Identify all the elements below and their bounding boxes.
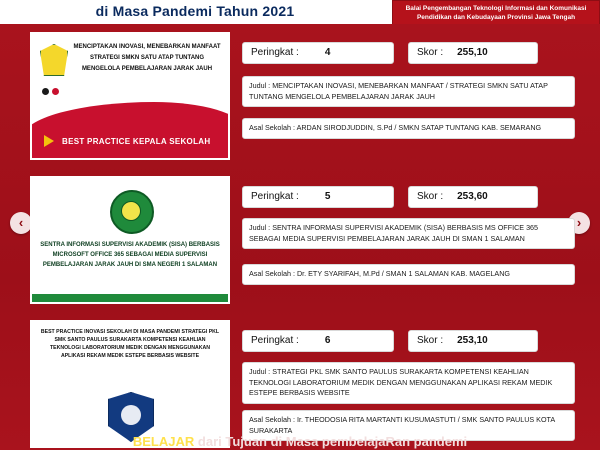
score-pill bbox=[408, 330, 538, 352]
score-label: Skor : bbox=[417, 191, 444, 202]
title-value: SENTRA INFORMASI SUPERVISI AKADEMIK (SISA) BERBASIS MS OFFICE 365 SEBAGAI MEDIA SUPERVISI PEMBELAJARAN JARAK JAUH DI SMAN 1 SALAMAN bbox=[249, 223, 539, 243]
title-value: MENCIPTAKAN INOVASI, MENEBARKAN MANFAAT / STRATEGI SMKN SATU ATAP TUNTANG MENGELOLA PEMBELAJARAN JARAK JAUH bbox=[249, 81, 548, 101]
institution-badge-line2: Pendidikan dan Kebudayaan Provinsi Jawa Tengah bbox=[416, 14, 576, 21]
list-item[interactable] bbox=[30, 32, 575, 160]
rank-value: 6 bbox=[324, 335, 331, 346]
school-pill bbox=[242, 118, 575, 139]
score-pill bbox=[408, 42, 538, 64]
title-pill bbox=[242, 76, 575, 107]
thumbnail-caption: BEST PRACTICE KEPALA SEKOLAH bbox=[62, 137, 211, 146]
rank-pill bbox=[242, 186, 394, 208]
entry-info bbox=[242, 320, 575, 448]
entry-info bbox=[242, 32, 575, 160]
list-item[interactable] bbox=[30, 320, 575, 448]
title-pill bbox=[242, 218, 575, 249]
school-label: Asal Sekolah : bbox=[249, 415, 295, 424]
slide-thumbnail[interactable] bbox=[30, 32, 230, 160]
thumbnail-heading: MENCIPTAKAN INOVASI, MENEBARKAN MANFAAT STRATEGI SMKN SATU ATAP TUNTANG MENGELOLA PEMBELAJARAN JARAK JAUH bbox=[73, 44, 221, 72]
page-title: di Masa Pandemi Tahun 2021 bbox=[95, 3, 295, 19]
footer-highlight: BELAJAR bbox=[132, 434, 195, 449]
rank-label: Peringkat : bbox=[251, 335, 299, 346]
rank-pill bbox=[242, 330, 394, 352]
title-value: STRATEGI PKL SMK SANTO PAULUS SURAKARTA KOMPETENSI KEAHLIAN TEKNOLOGI LABORATORIUM MEDIK DENGAN MENGGUNAKAN APLIKASI REKAM MEDIK ESTEPE BERBASIS WEBSITE bbox=[249, 367, 553, 397]
thumbnail-heading: BEST PRACTICE INOVASI SEKOLAH DI MASA PANDEMI STRATEGI PKL SMK SANTO PAULUS SURAKARTA KOMPETENSI KEAHLIAN TEKNOLOGI LABORATORIUM MEDIK DENGAN MENGGUNAKAN APLIKASI REKAM MEDIK ESTEPE BERBASIS WEBSITE bbox=[40, 329, 220, 359]
thumbnail-heading: SENTRA INFORMASI SUPERVISI AKADEMIK (SISA) BERBASIS MICROSOFT OFFICE 365 SEBAGAI MEDIA SUPERVISI PEMBELAJARAN JARAK JAUH DI SMA NEGERI 1 SALAMAN bbox=[40, 242, 220, 268]
title-label: Judul : bbox=[249, 223, 271, 232]
title-pill bbox=[242, 362, 575, 404]
score-pill bbox=[408, 186, 538, 208]
slide-thumbnail[interactable] bbox=[30, 176, 230, 304]
footer-marquee bbox=[0, 434, 600, 450]
school-logo-icon bbox=[110, 190, 154, 234]
rank-score-row bbox=[242, 42, 575, 64]
school-label: Asal Sekolah : bbox=[249, 269, 295, 278]
rank-value: 4 bbox=[324, 47, 331, 58]
play-arrow-icon bbox=[44, 135, 54, 147]
title-label: Judul : bbox=[249, 81, 271, 90]
carousel-prev-icon[interactable]: ‹ bbox=[10, 212, 32, 234]
rank-label: Peringkat : bbox=[251, 47, 299, 58]
school-pill bbox=[242, 264, 575, 285]
rank-score-row bbox=[242, 330, 575, 352]
rank-score-row bbox=[242, 186, 575, 208]
institution-badge bbox=[392, 0, 600, 26]
school-value: ARDAN SIRODJUDDIN, S.Pd / SMKN SATAP TUNTANG KAB. SEMARANG bbox=[296, 123, 542, 132]
entry-info bbox=[242, 176, 575, 304]
institution-badge-line1: Balai Pengembangan Teknologi Informasi dan Komunikasi bbox=[405, 5, 587, 12]
school-value: Dr. ETY SYARIFAH, M.Pd / SMAN 1 SALAMAN KAB. MAGELANG bbox=[296, 269, 510, 278]
rank-label: Peringkat : bbox=[251, 191, 299, 202]
title-label: Judul : bbox=[249, 367, 271, 376]
school-label: Asal Sekolah : bbox=[249, 123, 295, 132]
score-label: Skor : bbox=[417, 47, 444, 58]
rank-value: 5 bbox=[324, 191, 331, 202]
list-item[interactable] bbox=[30, 176, 575, 304]
footer-text: dari Tujuan di Masa pembelajaRan pandemi bbox=[197, 434, 468, 449]
score-value: 253,60 bbox=[457, 191, 488, 202]
score-value: 253,10 bbox=[457, 335, 488, 346]
decor-wave-front bbox=[30, 102, 230, 158]
decorative-dots-icon bbox=[42, 82, 64, 92]
rank-pill bbox=[242, 42, 394, 64]
carousel-next-icon[interactable]: › bbox=[568, 212, 590, 234]
thumbnail-accent-bar bbox=[32, 294, 230, 302]
school-value: Ir. THEODOSIA RITA MARTANTI KUSUMASTUTI / SMK SANTO PAULUS KOTA SURAKARTA bbox=[249, 415, 555, 435]
score-value: 255,10 bbox=[457, 47, 488, 58]
slide-thumbnail[interactable] bbox=[30, 320, 230, 448]
score-label: Skor : bbox=[417, 335, 444, 346]
school-emblem-icon bbox=[40, 44, 68, 76]
